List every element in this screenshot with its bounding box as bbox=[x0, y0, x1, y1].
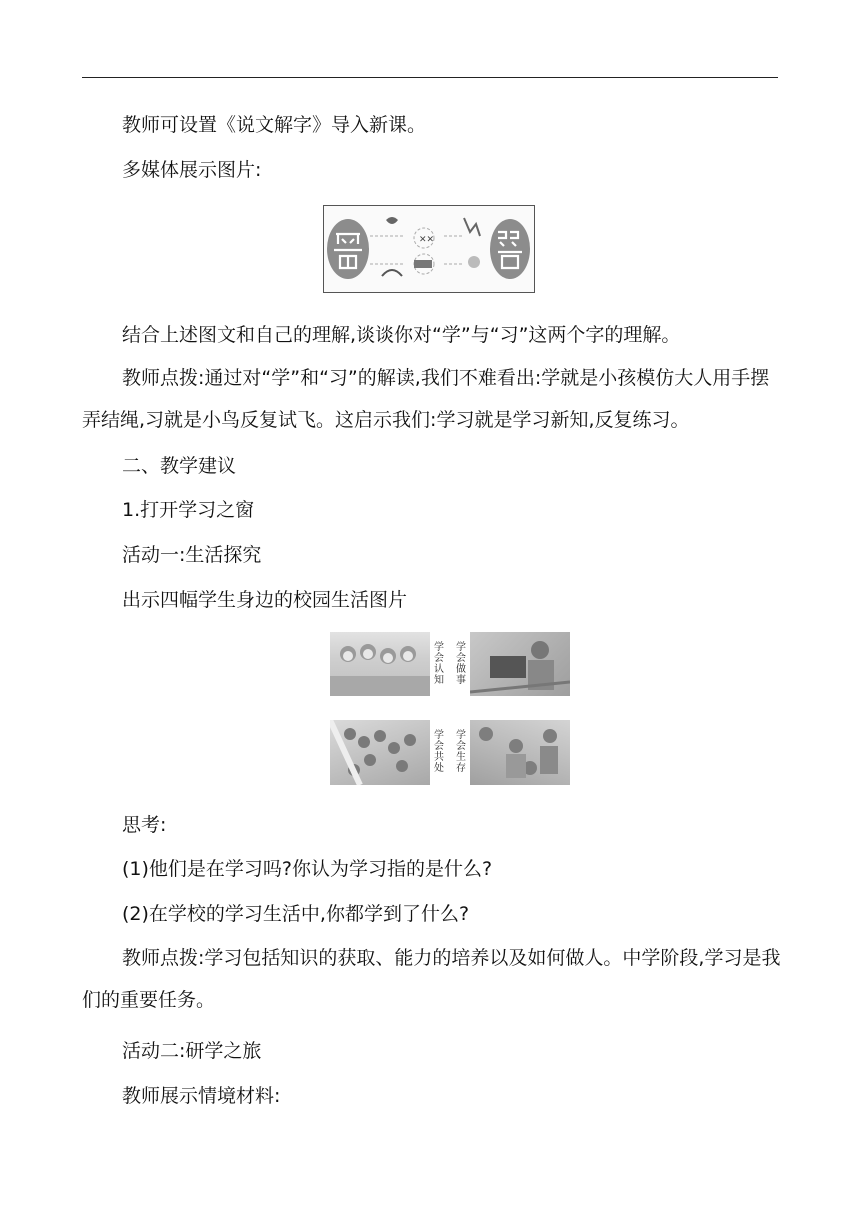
svg-text:✕✕: ✕✕ bbox=[419, 235, 435, 245]
bird-icon bbox=[464, 218, 480, 236]
question-2: (2)在学校的学习生活中,你都学到了什么? bbox=[122, 903, 470, 925]
activity-two-heading: 活动二:研学之旅 bbox=[122, 1040, 262, 1062]
section-heading: 二、教学建议 bbox=[122, 455, 237, 477]
photo-learning-to-be bbox=[470, 720, 570, 785]
label-learning-to-do: 学会做事 bbox=[456, 642, 466, 686]
xue-xi-character-figure bbox=[323, 205, 535, 293]
paragraph-think: 思考: bbox=[122, 814, 167, 836]
header-rule bbox=[82, 77, 778, 78]
paragraph-scenario: 教师展示情境材料: bbox=[122, 1085, 281, 1107]
photo-learning-to-know bbox=[330, 632, 430, 696]
hands-icon bbox=[386, 217, 398, 224]
campus-life-photo-grid bbox=[330, 632, 570, 787]
paragraph-prompt: 结合上述图文和自己的理解,谈谈你对“学”与“习”这两个字的理解。 bbox=[122, 324, 681, 346]
label-learning-to-know: 学会认知 bbox=[434, 642, 444, 686]
label-learning-to-be: 学会生存 bbox=[456, 730, 466, 774]
paragraph-teacher-tip-1: 教师点拨:通过对“学”和“习”的解读,我们不难看出:学就是小孩模仿大人用手摆弄结绳,习就是小鸟反复试飞。这启示我们:学习就是学习新知,反复练习。 bbox=[82, 367, 770, 431]
question-1: (1)他们是在学习吗?你认为学习指的是什么? bbox=[122, 858, 493, 880]
activity-one-heading: 活动一:生活探究 bbox=[122, 544, 262, 566]
table-icon bbox=[414, 260, 432, 268]
paragraph-teacher-tip-2: 教师点拨:学习包括知识的获取、能力的培养以及如何做人。中学阶段,学习是我们的重要任务。 bbox=[82, 947, 781, 1011]
paragraph-show-pictures: 出示四幅学生身边的校园生活图片 bbox=[122, 589, 408, 611]
label-learning-to-live-together: 学会共处 bbox=[434, 730, 444, 774]
paragraph-media: 多媒体展示图片: bbox=[122, 159, 262, 181]
xi-seal-icon bbox=[490, 219, 530, 279]
photo-learning-to-live-together bbox=[330, 720, 430, 785]
photo-learning-to-do bbox=[470, 632, 570, 696]
paragraph-intro: 教师可设置《说文解字》导入新课。 bbox=[122, 114, 427, 136]
xue-xi-illustration bbox=[324, 206, 534, 292]
subsection-heading: 1.打开学习之窗 bbox=[122, 499, 255, 521]
